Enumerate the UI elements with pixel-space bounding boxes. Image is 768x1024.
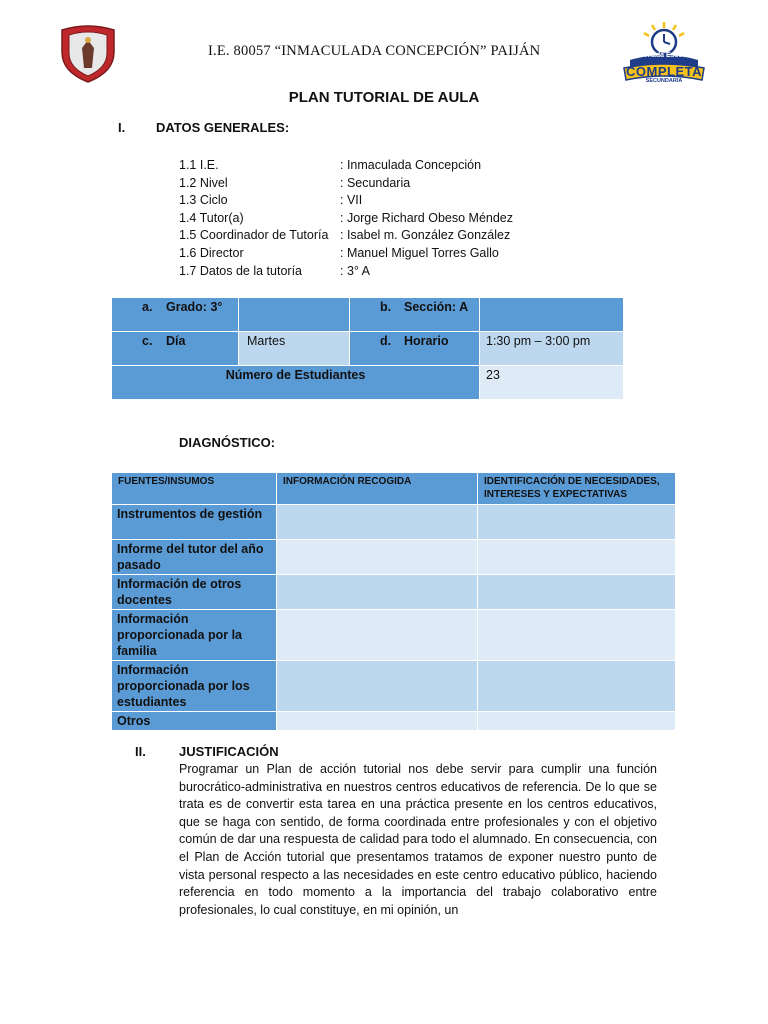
row-label: Información proporcionada por los estudiantes xyxy=(112,661,277,712)
justification-paragraph: Programar un Plan de acción tutorial nos debe servir para cumplir una función burocrático-administrativa en nuestros centros educativos de referencia. De lo que se trata es de convertir esta tarea en una práctica presente en los centros educativos, que se haga con sentido, de forma coordinada entre profesionales y con el objetivo común de dar una respuesta de calidad para todo el alumnado. En consecuencia, con el Plan de Acción tutorial que presentamos tratamos de exponer nuestro punto de vista personal respecto a las necesidades en este centro educativo público, haciendo referencia en todo momento a la importancia del trabajo colaborativo entre profesionales, lo cual constituye, en mi opinión, un xyxy=(179,762,657,917)
students-value: 23 xyxy=(480,366,624,400)
grade-label: Grado: 3° xyxy=(166,300,223,314)
table-row xyxy=(112,575,676,610)
table-cell xyxy=(478,661,676,712)
table-row xyxy=(112,540,676,575)
school-shield-logo xyxy=(58,22,118,84)
section1-title: DATOS GENERALES: xyxy=(156,120,290,135)
table-row xyxy=(112,661,676,712)
section-cell xyxy=(350,298,480,332)
item-value: : Secundaria xyxy=(340,175,411,190)
item-label: 1.2 Nivel xyxy=(179,175,228,190)
item-value: : Jorge Richard Obeso Méndez xyxy=(340,210,514,225)
grade-value-cell xyxy=(239,298,350,332)
table-row xyxy=(112,505,676,540)
item-label: 1.3 Ciclo xyxy=(179,193,228,208)
table-row xyxy=(112,298,624,332)
table-cell xyxy=(277,610,478,661)
row-label: Otros xyxy=(112,712,277,731)
document-title: PLAN TUTORIAL DE AULA xyxy=(288,89,480,106)
row-label: Instrumentos de gestión xyxy=(112,505,277,540)
section-value-cell xyxy=(480,298,624,332)
table-row xyxy=(112,610,676,661)
table-row xyxy=(112,712,676,731)
table-cell xyxy=(478,575,676,610)
jornada-escolar-completa-logo xyxy=(616,20,712,86)
table-cell xyxy=(277,712,478,731)
table-cell xyxy=(277,505,478,540)
row-label: Informe del tutor del año pasado xyxy=(112,540,277,575)
item-value: : Isabel m. González González xyxy=(340,228,511,243)
section2-number: II. xyxy=(135,744,146,759)
schedule-label: Horario xyxy=(404,334,449,348)
table-cell xyxy=(478,505,676,540)
table-cell xyxy=(478,712,676,731)
row-label: Información proporcionada por la familia xyxy=(112,610,277,661)
table-cell xyxy=(478,610,676,661)
logo-text-line1: Jornada Escolar xyxy=(636,52,692,59)
diagnostic-table xyxy=(111,472,676,731)
table-cell xyxy=(277,575,478,610)
table-cell xyxy=(277,661,478,712)
section-label: Sección: A xyxy=(404,300,469,314)
column-header: FUENTES/INSUMOS xyxy=(112,473,277,505)
section-letter: b. xyxy=(380,300,392,314)
section2-title: JUSTIFICACIÓN xyxy=(179,744,279,759)
table-cell xyxy=(478,540,676,575)
diagnostic-title: DIAGNÓSTICO: xyxy=(179,435,276,450)
school-name: I.E. 80057 “INMACULADA CONCEPCIÓN” PAIJÁN xyxy=(208,43,541,59)
logo-text-line2: COMPLETA xyxy=(626,64,702,79)
day-value: Martes xyxy=(239,332,350,366)
item-value: : 3° A xyxy=(340,263,371,278)
schedule-letter: d. xyxy=(380,334,392,348)
students-label: Número de Estudiantes xyxy=(112,366,480,400)
grade-letter: a. xyxy=(142,300,153,314)
table-row xyxy=(112,366,624,400)
grade-cell xyxy=(112,298,239,332)
column-header: IDENTIFICACIÓN DE NECESIDADES, INTERESES Y EXPECTATIVAS xyxy=(478,473,676,505)
table-cell xyxy=(277,540,478,575)
section1-number: I. xyxy=(118,120,126,135)
column-header: INFORMACIÓN RECOGIDA xyxy=(277,473,478,505)
table-row xyxy=(112,332,624,366)
row-label: Información de otros docentes xyxy=(112,575,277,610)
item-value: : Inmaculada Concepción xyxy=(340,158,482,172)
day-letter: c. xyxy=(142,334,153,348)
item-label: 1.7 Datos de la tutoría xyxy=(179,263,302,278)
item-label: 1.4 Tutor(a) xyxy=(179,210,244,225)
class-info-table xyxy=(111,297,624,400)
item-value: : VII xyxy=(340,193,363,208)
day-cell xyxy=(112,332,239,366)
item-label: 1.1 I.E. xyxy=(179,158,219,172)
schedule-value: 1:30 pm – 3:00 pm xyxy=(480,332,624,366)
logo-text-line3: SECUNDARIA xyxy=(645,78,683,84)
schedule-cell xyxy=(350,332,480,366)
day-label: Día xyxy=(166,334,186,348)
item-label: 1.5 Coordinador de Tutoría xyxy=(179,228,329,243)
item-label: 1.6 Director xyxy=(179,245,244,260)
item-value: : Manuel Miguel Torres Gallo xyxy=(340,245,499,260)
table-header-row xyxy=(112,473,676,505)
